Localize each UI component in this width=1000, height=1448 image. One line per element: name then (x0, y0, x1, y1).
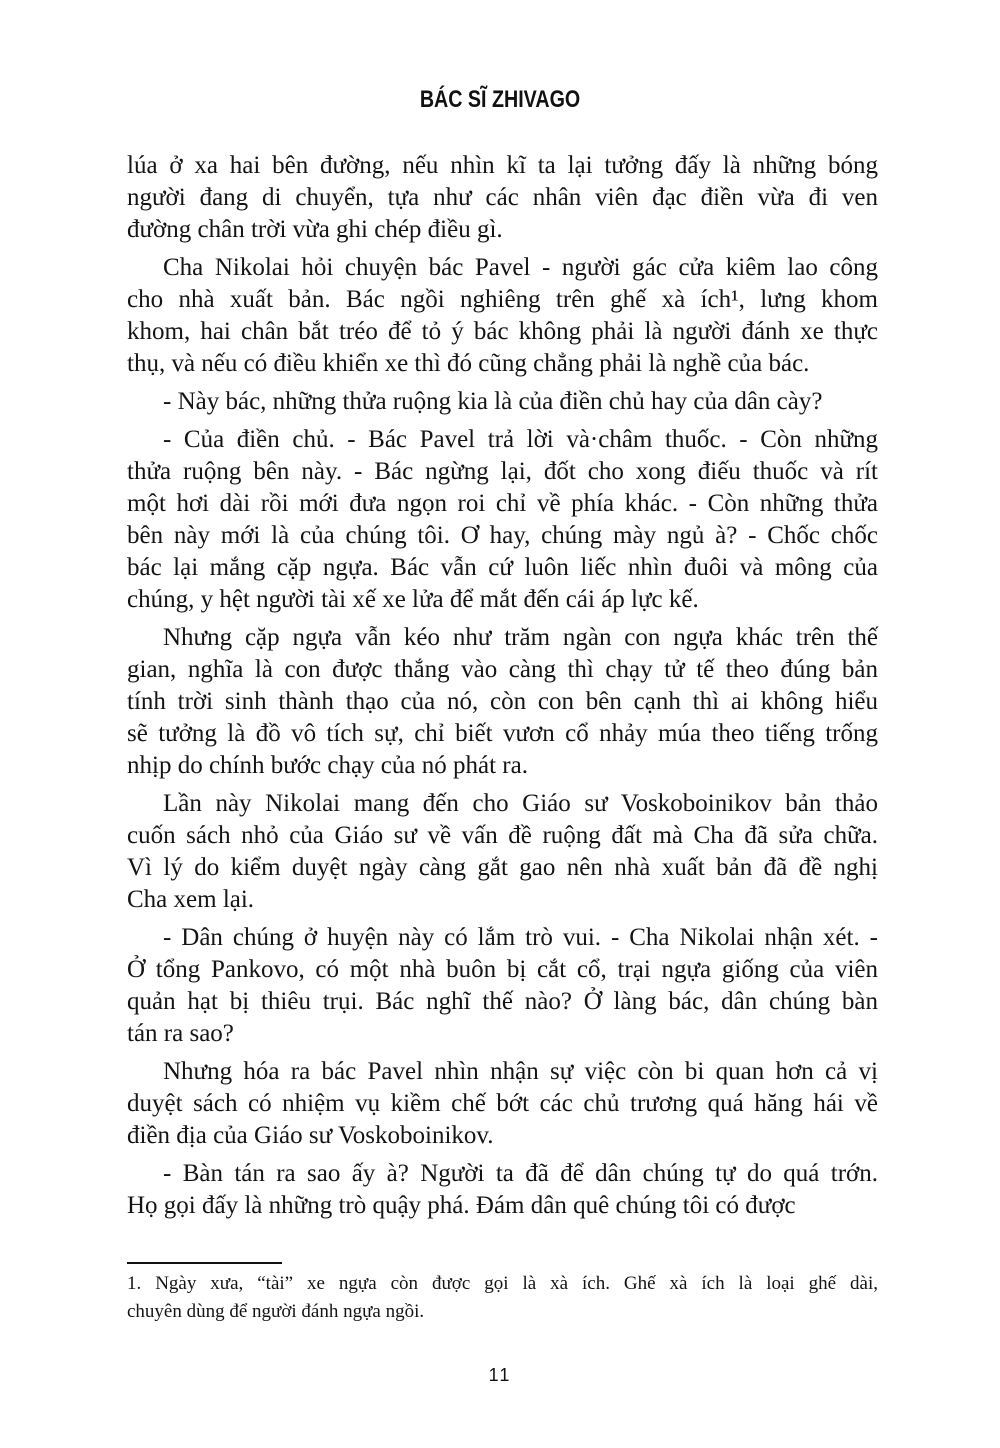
text-line: duyệt sách có nhiệm vụ kiềm chế bớt các chủ trương quá hăng hái về (127, 1090, 878, 1117)
text-line: lúa ở xa hai bên đường, nếu nhìn kĩ ta lại tưởng đấy là những bóng (127, 152, 878, 179)
text-line: cuốn sách nhỏ của Giáo sư về vấn đề ruộng đất mà Cha đã sửa chữa. (127, 822, 878, 849)
text-line: một hơi dài rồi mới đưa ngọn roi chỉ về phía khác. - Còn những thửa (127, 490, 878, 517)
text-line: thụ, và nếu có điều khiển xe thì đó cũng chẳng phải là nghề của bác. (127, 350, 810, 377)
text-line: Cha Nikolai hỏi chuyện bác Pavel - người gác cửa kiêm lao công (163, 254, 878, 281)
text-line: - Của điền chủ. - Bác Pavel trả lời và·châm thuốc. - Còn những (163, 426, 878, 453)
footnote-line: chuyên dùng để người đánh ngựa ngồi. (127, 1301, 425, 1322)
text-line: đường chân trời vừa ghi chép điều gì. (127, 216, 503, 243)
text-line: gian, nghĩa là con được thắng vào càng thì chạy tử tế theo đúng bản (127, 656, 878, 683)
text-line: Họ gọi đấy là những trò quậy phá. Đám dân quê chúng tôi có được (127, 1192, 796, 1219)
footnote-divider (127, 1262, 282, 1264)
paragraph (127, 788, 878, 916)
text-line: Cha xem lại. (127, 886, 255, 913)
text-line: tính trời sinh thành thạo của nó, còn con bên cạnh thì ai không hiểu (127, 688, 878, 715)
paragraph (127, 922, 878, 1050)
paragraph (127, 1158, 878, 1222)
text-line: - Dân chúng ở huyện này có lắm trò vui. - Cha Nikolai nhận xét. - (163, 924, 878, 951)
body-text (127, 150, 878, 1228)
text-line: khom, hai chân bắt tréo để tỏ ý bác không phải là người đánh xe thực (127, 318, 878, 345)
footnote-line: 1. Ngày xưa, “tài” xe ngựa còn được gọi là xà ích. Ghế xà ích là loại ghế dài, (127, 1273, 878, 1294)
text-line: cho nhà xuất bản. Bác ngồi nghiêng trên ghế xà ích¹, lưng khom (127, 286, 878, 313)
text-line: chúng, y hệt người tài xế xe lửa để mắt đến cái áp lực kế. (127, 586, 699, 613)
text-line: Ở tổng Pankovo, có một nhà buôn bị cắt cổ, trại ngựa giống của viên (127, 956, 878, 983)
paragraph (127, 252, 878, 380)
footnote (127, 1270, 878, 1326)
text-line: nhịp do chính bước chạy của nó phát ra. (127, 752, 528, 779)
text-line: người đang di chuyển, tựa như các nhân viên đạc điền vừa đi ven (127, 184, 878, 211)
text-line: bác lại mắng cặp ngựa. Bác vẫn cứ luôn liếc nhìn đuôi và mông của (127, 554, 878, 581)
paragraph (127, 150, 878, 246)
text-line: Lần này Nikolai mang đến cho Giáo sư Voskoboinikov bản thảo (163, 790, 878, 817)
text-line: bên này mới là của chúng tôi. Ơ hay, chúng mày ngủ à? - Chốc chốc (127, 522, 878, 549)
paragraph (127, 622, 878, 782)
text-line: Nhưng cặp ngựa vẫn kéo như trăm ngàn con ngựa khác trên thế (163, 624, 878, 651)
text-line: Vì lý do kiểm duyệt ngày càng gắt gao nên nhà xuất bản đã đề nghị (127, 854, 878, 881)
text-line: sẽ tưởng là đồ vô tích sự, chỉ biết vươn cổ nhảy múa theo tiếng trống (127, 720, 878, 747)
text-line: điền địa của Giáo sư Voskoboinikov. (127, 1122, 494, 1149)
text-line: quản hạt bị thiêu trụi. Bác nghĩ thế nào? Ở làng bác, dân chúng bàn (127, 988, 878, 1015)
paragraph (127, 1056, 878, 1152)
paragraph (127, 424, 878, 616)
text-line: - Này bác, những thửa ruộng kia là của điền chủ hay của dân cày? (163, 388, 823, 415)
text-line: tán ra sao? (127, 1020, 234, 1047)
text-line: thửa ruộng bên này. - Bác ngừng lại, đốt cho xong điếu thuốc và rít (127, 458, 878, 485)
paragraph (127, 386, 878, 418)
running-header: BÁC SĨ ZHIVAGO (419, 86, 581, 113)
page-number: 11 (488, 1365, 512, 1385)
text-line: - Bàn tán ra sao ấy à? Người ta đã để dân chúng tự do quá trớn. (163, 1160, 878, 1187)
text-line: Nhưng hóa ra bác Pavel nhìn nhận sự việc còn bi quan hơn cả vị (163, 1058, 878, 1085)
